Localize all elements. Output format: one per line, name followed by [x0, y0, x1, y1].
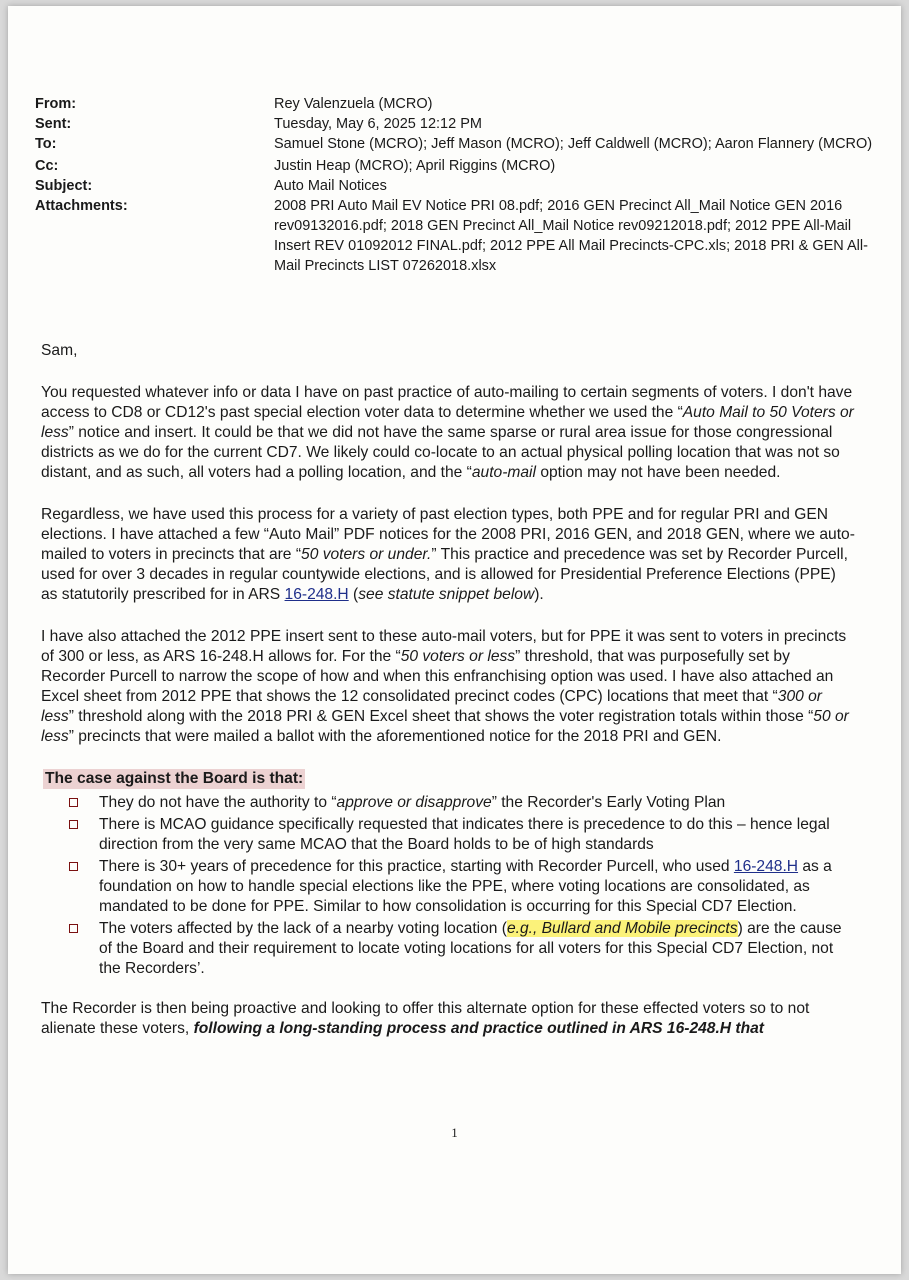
- from-value: Rey Valenzuela (MCRO): [274, 96, 433, 112]
- p2-text-f: ).: [534, 586, 544, 603]
- sent-value: Tuesday, May 6, 2025 12:12 PM: [274, 116, 482, 132]
- p2-italic-50: 50 voters or under.: [301, 546, 432, 563]
- attachments-label: Attachments:: [35, 198, 128, 214]
- p1-text-a: You requested whatever info or data I have on past practice of auto-mailing to certain segments of voters. I don't have access to CD8 or CD12's past special election voter data to determine whether we used the “: [41, 384, 853, 421]
- p3-italic-50-b: 50 or less: [41, 708, 849, 745]
- email-header: [35, 94, 875, 276]
- p3-text-c: ” threshold, that was purposefully set by Recorder Purcell to narrow the scope of how and when this enfranchising option was used. I have also attached an Excel sheet from 2012 PPE that shows the 12 consolidated precinct codes (CPC) locations that meet that “: [41, 648, 834, 705]
- list-item: [65, 815, 856, 855]
- b4-text-a: The voters affected by the lack of a nearby voting location (: [99, 920, 507, 937]
- b3-text-b: as a foundation on how to handle special elections like the PPE, where voting locations are consolidated, as mandated to be done for PPE. Similar to how consolidation is occurring for this Special CD7 Election.: [99, 858, 832, 915]
- square-bullet-icon: [69, 924, 78, 933]
- p1-italic-automail: auto-mail: [471, 464, 536, 481]
- from-row: [35, 94, 875, 114]
- to-value: Samuel Stone (MCRO); Jeff Mason (MCRO); Jeff Caldwell (MCRO); Aaron Flannery (MCRO): [274, 136, 873, 152]
- square-bullet-icon: [69, 798, 78, 807]
- b4-highlight-precincts: Bullard and Mobile precincts: [537, 920, 738, 937]
- b2-text: There is MCAO guidance specifically requested that indicates there is precedence to do this – hence legal direction from the very same MCAO that the Board holds to be of high standards: [99, 816, 830, 853]
- email-body: [41, 341, 856, 1061]
- square-bullet-icon: [69, 862, 78, 871]
- paragraph-regardless: [41, 505, 856, 605]
- b1-text-c: ” the Recorder's Early Voting Plan: [491, 794, 726, 811]
- paragraph-past-practice: [41, 383, 856, 483]
- p1-text-c: ” notice and insert. It could be that we did not have the same sparse or rural area issue for those congressional districts as we do for the current CD7. We likely could co-locate to an actual physical polling location that was not so distant, and as such, all voters had a polling location, and the “: [41, 424, 840, 481]
- list-item: [65, 793, 856, 813]
- case-heading: The case against the Board is that:: [45, 770, 304, 787]
- p2-text-d: (: [348, 586, 359, 603]
- square-bullet-icon: [69, 820, 78, 829]
- statute-link[interactable]: 16-248.H: [284, 586, 349, 603]
- p3-text-g: ” precincts that were mailed a ballot with the aforementioned notice for the 2018 PRI and GEN.: [68, 728, 722, 745]
- subject-row: [35, 176, 875, 196]
- p3-text-e: ” threshold along with the 2018 PRI & GEN Excel sheet that shows the voter registration totals within those “: [68, 708, 814, 725]
- cc-label: Cc:: [35, 158, 59, 174]
- cc-value: Justin Heap (MCRO); April Riggins (MCRO): [274, 158, 556, 174]
- list-item: [65, 919, 856, 979]
- p2-text-c: ” This practice and precedence was set by Recorder Purcell, used for over 3 decades in regular countywide elections, and is allowed for Presidential Preference Elections (PPE) as statutorily prescribed for in ARS: [41, 546, 848, 603]
- cc-row: [35, 156, 875, 176]
- sent-label: Sent:: [35, 116, 72, 132]
- p4-bold-italic: following a long-standing process and practice outlined in ARS 16-248.H that: [193, 1020, 764, 1037]
- p2-text-a: Regardless, we have used this process for a variety of past election types, both PPE and for regular PRI and GEN elections. I have attached a few “Auto Mail” PDF notices for the 2008 PRI, 2016 GEN, and 2018 GEN, where we auto-mailed to voters in precincts that are “: [41, 506, 855, 563]
- to-label: To:: [35, 136, 57, 152]
- to-row: [35, 134, 875, 154]
- attachments-row: [35, 196, 875, 276]
- b4-text-d: ) are the cause of the Board and their requirement to locate voting locations for all voters for this Special CD7 Election, not the Recorders’.: [99, 920, 842, 977]
- b3-text-a: There is 30+ years of precedence for this practice, starting with Recorder Purcell, who used: [99, 858, 734, 875]
- page-number: 1: [451, 1125, 458, 1140]
- p3-italic-300: 300 or less: [41, 688, 822, 725]
- document-page: [8, 6, 901, 1274]
- p2-italic-snippet: see statute snippet below: [358, 586, 535, 603]
- b1-text-a: They do not have the authority to “: [99, 794, 337, 811]
- p3-text-a: I have also attached the 2012 PPE insert sent to these auto-mail voters, but for PPE it was sent to voters in precincts of 300 or less, as ARS 16-248.H allows for. For the “: [41, 628, 847, 665]
- subject-label: Subject:: [35, 178, 93, 194]
- p3-italic-50: 50 voters or less: [400, 648, 516, 665]
- attachments-value: 2008 PRI Auto Mail EV Notice PRI 08.pdf; 2016 GEN Precinct All_Mail Notice GEN 2016 rev09132016.pdf; 2018 GEN Precinct All_Mail Notice rev09212018.pdf; 2012 PPE All-Mail Insert REV 01092012 FINAL.pdf; 2012 PPE All Mail Precincts-CPC.xls; 2018 PRI & GEN All-Mail Precincts LIST 07262018.xlsx: [274, 198, 868, 274]
- p1-italic-notice: Auto Mail to 50 Voters or less: [41, 404, 854, 441]
- p1-text-e: option may not have been needed.: [535, 464, 781, 481]
- case-list: [41, 793, 856, 979]
- sent-row: [35, 114, 875, 134]
- subject-value: Auto Mail Notices: [274, 178, 387, 194]
- paragraph-attached: [41, 627, 856, 747]
- greeting: Sam,: [41, 342, 78, 359]
- b4-italic-eg: e.g.,: [506, 920, 538, 937]
- p4-text-a: The Recorder is then being proactive and looking to offer this alternate option for these effected voters so to not alienate these voters,: [41, 1000, 810, 1037]
- b1-italic: approve or disapprove: [336, 794, 492, 811]
- paragraph-proactive: [41, 999, 856, 1039]
- list-item: [65, 857, 856, 917]
- statute-link[interactable]: 16-248.H: [733, 858, 799, 875]
- from-label: From:: [35, 96, 77, 112]
